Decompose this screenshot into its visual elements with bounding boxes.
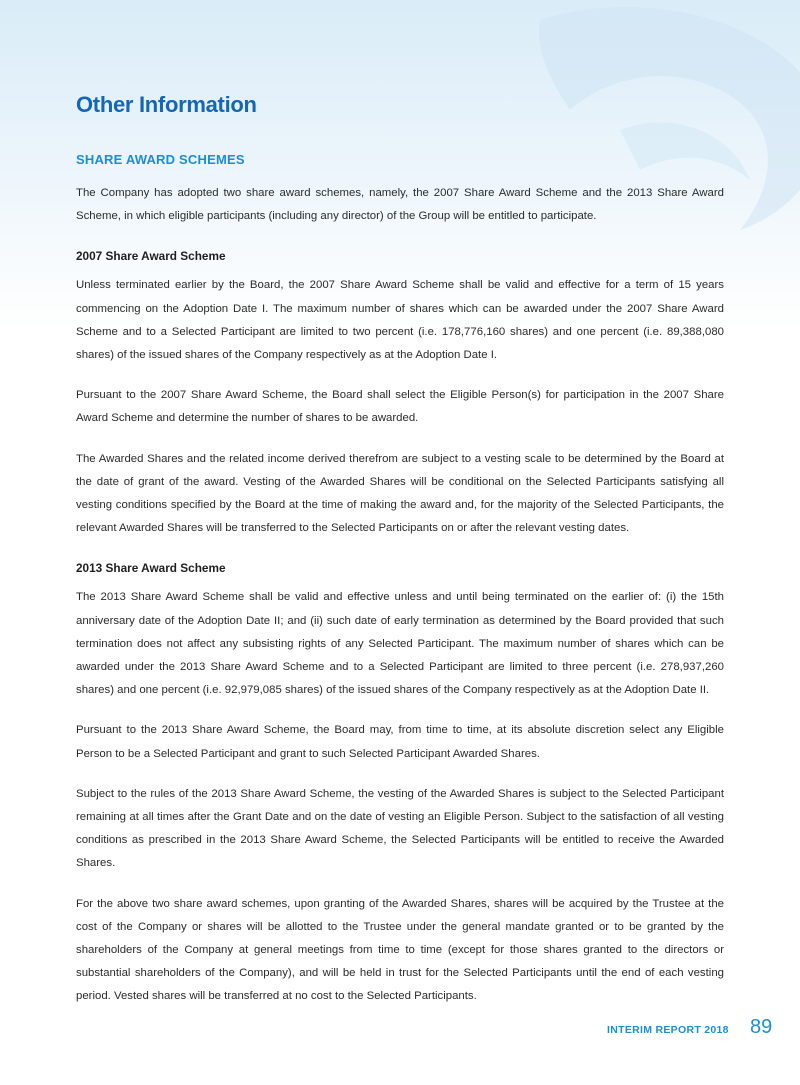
scheme-2013-heading: 2013 Share Award Scheme: [76, 561, 226, 576]
scheme-2013-paragraph: Subject to the rules of the 2013 Share Award Scheme, the vesting of the Awarded Shares is subject to the Selected Participant remaining at all times after the Grant Date and on the date of vesting an Eligible Person. Subject to the satisfaction of all vesting conditions as prescribed in the 2013 Share Award Scheme, the Selected Participants will be entitled to receive the Awarded Shares.: [76, 787, 724, 870]
scheme-2013-paragraph: The 2013 Share Award Scheme shall be valid and effective unless and until being terminated on the earlier of: (i) the 15th anniversary date of the Adoption Date II; and (ii) such date of early termination as determined by the Board provided that such termination does not affect any subsisting rights of any Selected Participant. The maximum number of shares which can be awarded under the 2013 Share Award Scheme and to a Selected Participant are limited to three percent (i.e. 278,937,260 shares) and one percent (i.e. 92,979,085 shares) of the issued shares of the Company respectively as at the Adoption Date II.: [76, 591, 724, 697]
scheme-2013-paragraph: For the above two share award schemes, upon granting of the Awarded Shares, shares will be acquired by the Trustee at the cost of the Company or shares will be allotted to the Trustee under the general mandate granted or to be granted by the shareholders of the Company at general meetings from time to time (except for those shares granted to the directors or substantial shareholders of the Company), and will be held in trust for the Selected Participants until the end of each vesting period. Vested shares will be transferred at no cost to the Selected Participants.: [76, 897, 724, 1003]
page-title: Other Information: [76, 92, 257, 117]
scheme-2007-paragraph: Pursuant to the 2007 Share Award Scheme, the Board shall select the Eligible Person(s) for participation in the 2007 Share Award Scheme and determine the number of shares to be awarded.: [76, 389, 724, 425]
section-heading: SHARE AWARD SCHEMES: [76, 152, 245, 167]
scheme-2007-paragraph: The Awarded Shares and the related income derived therefrom are subject to a vesting scale to be determined by the Board at the date of grant of the award. Vesting of the Awarded Shares will be conditional on the Selected Participants satisfying all vesting conditions specified by the Board at the time of making the award and, for the majority of the Selected Participants, the relevant Awarded Shares will be transferred to the Selected Participants on or after the relevant vesting dates.: [76, 452, 724, 535]
page-number: 89: [750, 1016, 773, 1038]
scheme-2013-paragraph: Pursuant to the 2013 Share Award Scheme, the Board may, from time to time, at its absolute discretion select any Eligible Person to be a Selected Participant and grant to such Selected Participant Awarded Shares.: [76, 724, 724, 760]
intro-paragraph: The Company has adopted two share award schemes, namely, the 2007 Share Award Scheme and the 2013 Share Award Scheme, in which eligible participants (including any director) of the Group will be entitled to participate.: [76, 187, 724, 223]
main-content: [76, 182, 724, 1026]
report-label: INTERIM REPORT 2018: [607, 1024, 729, 1036]
scheme-2007-paragraph: Unless terminated earlier by the Board, the 2007 Share Award Scheme shall be valid and effective for a term of 15 years commencing on the Adoption Date I. The maximum number of shares which can be awarded under the 2007 Share Award Scheme and to a Selected Participant are limited to two percent (i.e. 178,776,160 shares) and one percent (i.e. 89,388,080 shares) of the issued shares of the Company respectively as at the Adoption Date I.: [76, 279, 724, 362]
scheme-2007-heading: 2007 Share Award Scheme: [76, 249, 226, 264]
